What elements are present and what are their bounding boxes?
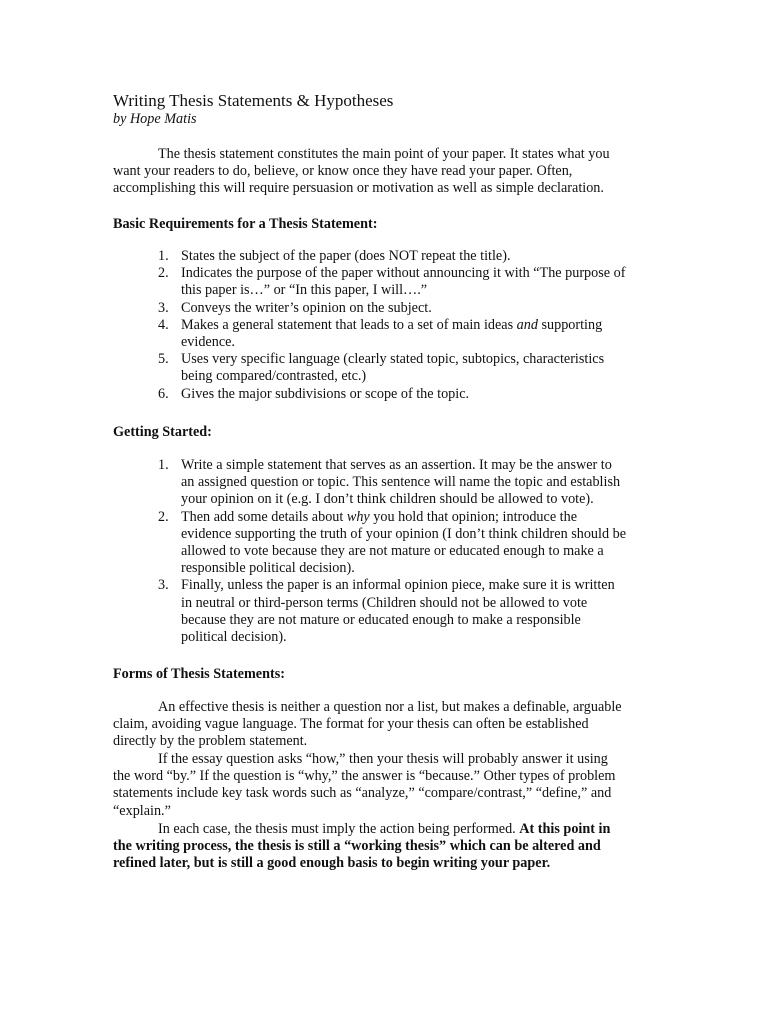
document-author: by Hope Matis xyxy=(113,111,197,127)
list-item: 6. Gives the major subdivisions or scope of the topic. xyxy=(158,385,470,402)
list-item: 2. Indicates the purpose of the paper without announcing it with “The purpose of this paper is…” or “In this paper, I will….” xyxy=(158,265,626,299)
list-item: 5. Uses very specific language (clearly stated topic, subtopics, characteristics being compared/contrasted, etc.) xyxy=(158,351,605,385)
list-item: 2. Then add some details about why you hold that opinion; introduce the evidence supporting the truth of your opinion (I don’t think children should be allowed to vote because they are not mature or educated enough to make a responsible political decision). xyxy=(158,508,626,577)
forms-paragraph-1: An effective thesis is neither a question nor a list, but makes a definable, arguable claim, avoiding vague language. The format for your thesis can often be established directly by the problem statement. xyxy=(113,699,622,750)
list-item: 3. Conveys the writer’s opinion on the subject. xyxy=(158,299,432,316)
requirements-heading: Basic Requirements for a Thesis Statement: xyxy=(113,216,378,232)
list-item: 1. Write a simple statement that serves as an assertion. It may be the answer to an assigned question or topic. This sentence will name the topic and establish your opinion on it (e.g. I don’t think children should be allowed to vote). xyxy=(158,457,621,508)
list-item: 1. States the subject of the paper (does NOT repeat the title). xyxy=(158,248,511,264)
intro-paragraph: The thesis statement constitutes the main point of your paper. It states what you want your readers to do, believe, or know once they have read your paper. Often, accomplishing this will require persuasion or motivation as well as simple declaration. xyxy=(113,146,610,197)
getting-started-heading: Getting Started: xyxy=(113,424,212,440)
document-title: Writing Thesis Statements & Hypotheses xyxy=(113,91,394,110)
forms-paragraph-3: In each case, the thesis must imply the action being performed. At this point in the writing process, the thesis is still a “working thesis” which can be altered and refined later, but is still a good enough basis to begin writing your paper. xyxy=(113,821,611,872)
forms-paragraph-2: If the essay question asks “how,” then your thesis will probably answer it using the word “by.” If the question is “why,” the answer is “because.” Other types of problem statements include key task words such as “analyze,” “compare/contrast,” “define,” and “explain.” xyxy=(113,751,616,819)
list-item: 4. Makes a general statement that leads to a set of main ideas and supporting evidence. xyxy=(158,316,603,351)
list-item: 3. Finally, unless the paper is an informal opinion piece, make sure it is written in neutral or third-person terms (Children should not be allowed to vote because they are not mature or educated enough to make a responsible political decision). xyxy=(158,577,615,646)
getting-started-list xyxy=(0,457,656,646)
forms-heading: Forms of Thesis Statements: xyxy=(113,666,285,682)
requirements-list xyxy=(0,248,656,403)
